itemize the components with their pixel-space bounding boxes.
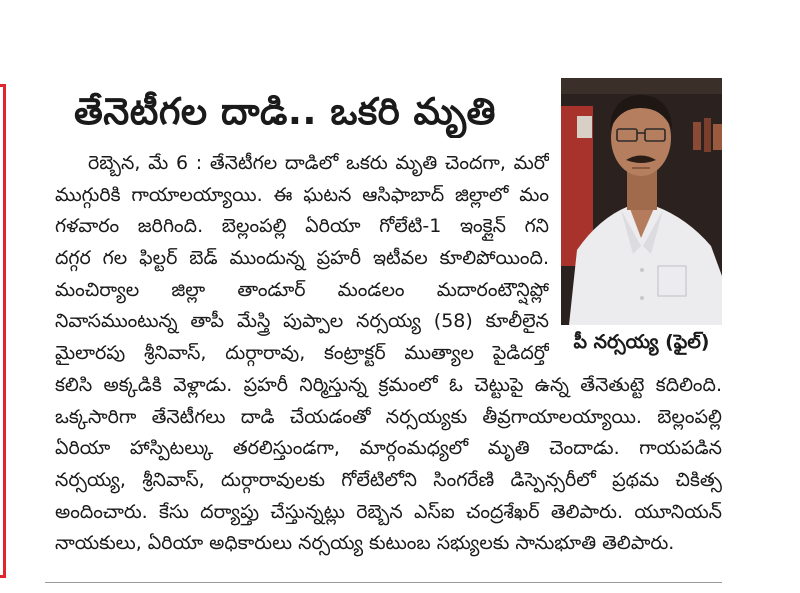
clipping-border [0,84,6,578]
article-body-line: ఒక్కసారిగా తేనెటీగలు దాడి చేయడంతో నర్సయ్యకు తీవ్రగాయాలయ్యాయి. బెల్లంపల్లి [55,405,722,428]
article-body-line: అందించారు. కేసు దర్యాప్తు చేస్తున్నట్లు రెబ్బెన ఎస్ఐ చంద్రశేఖర్ తెలిపారు. యూనియన్ [55,500,722,523]
portrait-photo [561,78,722,325]
article-body-line: మైలారపు శ్రీనివాస్, దుర్గారావు, కంట్రాక్టర్ ముత్యాల పైడిదర్తో [55,342,549,365]
article-body-line: దగ్గర గల ఫిల్టర్ బెడ్ ముందున్న ప్రహరీ ఇటీవల కూలిపోయింది. [55,247,549,270]
article-body-line: కలిసి అక్కడికి వెళ్లాడు. ప్రహరీ నిర్మిస్తున్న క్రమంలో ఓ చెట్టుపై ఉన్న తేనెతుట్టె కదిలింది. [55,373,722,396]
article-body-line: నివాసముంటున్న తాపీ మేస్త్రి పుప్పాల నర్సయ్య (58) కూలీలైన [55,310,549,333]
article-headline: తేనెటీగల దాడి.. ఒకరి మృతి [74,90,496,133]
photo-caption: పీ నర్సయ్య (ఫైల్) [573,331,710,353]
article-body-line: మంచిర్యాల జిల్లా తాండూర్ మండలం మదారంటౌన్షిప్లో [55,278,549,301]
article-body-line: రెబ్బెన, మే 6 : తేనెటీగల దాడిలో ఒకరు మృతి చెందగా, మరో [88,152,549,174]
article-body-line: నర్సయ్య, శ్రీనివాస్, దుర్గారావులకు గోలేటిలోని సింగరేణి డిస్పెన్సరీలో ప్రథమ చికిత్స [55,468,722,491]
article-body-line: గళవారం జరిగింది. బెల్లంపల్లి ఏరియా గోలేటి-1 ఇంక్లైన్ గని [55,215,549,238]
bottom-rule [45,582,722,583]
article-body-line: నాయకులు, ఏరియా అధికారులు నర్సయ్య కుటుంబ సభ్యులకు సానుభూతి తెలిపారు. [55,532,675,555]
article-body-line: ఏరియా హాస్పిటల్కు తరలిస్తుండగా, మార్గంమధ్యలో మృతి చెందాడు. గాయపడిన [55,437,722,460]
article-body-line: ముగ్గురికి గాయాలయ్యాయి. ఈ ఘటన ఆసిఫాబాద్ జిల్లాలో మం [55,183,549,206]
